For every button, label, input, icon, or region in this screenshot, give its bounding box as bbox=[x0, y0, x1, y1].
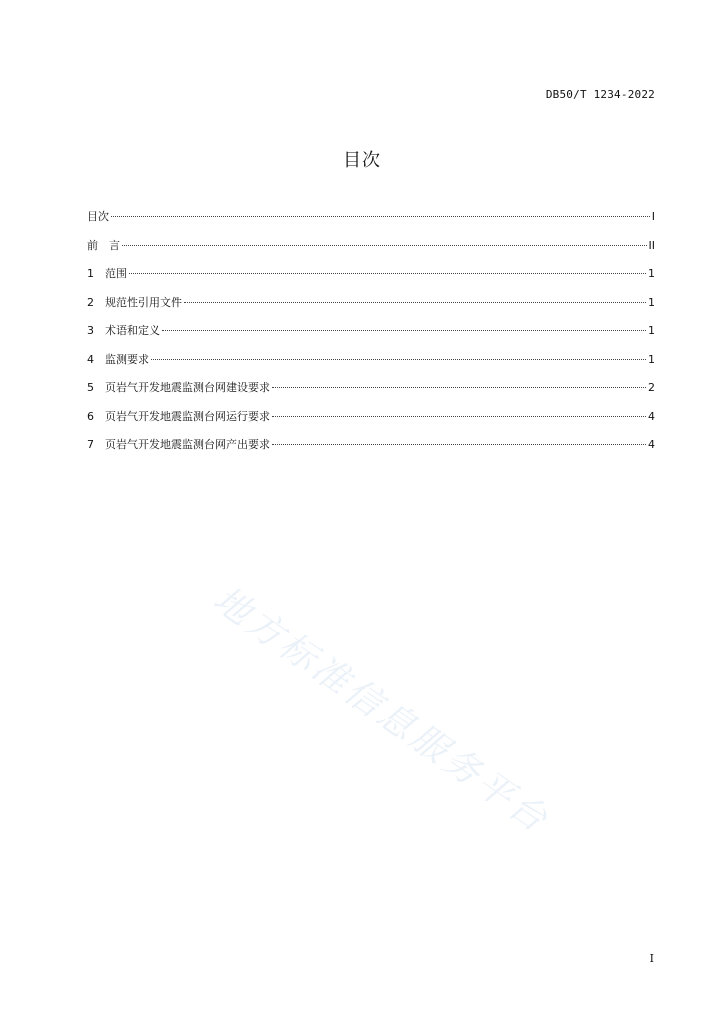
toc-entry-network-output[interactable] bbox=[87, 437, 655, 466]
toc-entry-number: 3 bbox=[87, 324, 94, 337]
toc-entry-contents[interactable] bbox=[87, 209, 655, 238]
toc-entry-network-operation[interactable] bbox=[87, 409, 655, 438]
toc-dot-leader bbox=[272, 416, 646, 417]
toc-entry-network-construction[interactable] bbox=[87, 380, 655, 409]
toc-dot-leader bbox=[151, 359, 646, 360]
toc-entry-label: 页岩气开发地震监测台网产出要求 bbox=[105, 438, 270, 451]
toc-entry-page: 1 bbox=[648, 324, 655, 337]
toc-dot-leader bbox=[122, 245, 647, 246]
toc-entry-foreword[interactable] bbox=[87, 238, 655, 267]
toc-entry-scope[interactable] bbox=[87, 266, 655, 295]
toc-entry-number: 5 bbox=[87, 381, 94, 394]
toc-entry-label: 目次 bbox=[87, 210, 109, 223]
standard-code: DB50/T 1234-2022 bbox=[545, 88, 655, 101]
toc-entry-page: 1 bbox=[648, 267, 655, 280]
toc-dot-leader bbox=[162, 330, 646, 331]
toc-entry-label: 页岩气开发地震监测台网运行要求 bbox=[105, 409, 270, 423]
table-of-contents bbox=[87, 209, 655, 466]
toc-entry-number: 2 bbox=[87, 295, 94, 309]
watermark: 地方标准信息服务平台 bbox=[205, 578, 557, 842]
toc-entry-page: 4 bbox=[648, 409, 655, 423]
toc-dot-leader bbox=[272, 444, 646, 445]
toc-entry-page: I bbox=[651, 210, 655, 223]
toc-entry-number: 6 bbox=[87, 409, 94, 423]
toc-entry-number: 4 bbox=[87, 352, 94, 366]
toc-entry-page: 4 bbox=[648, 438, 655, 451]
toc-entry-monitoring-requirements[interactable] bbox=[87, 352, 655, 381]
toc-entry-normative-references[interactable] bbox=[87, 295, 655, 324]
toc-entry-number: 7 bbox=[87, 438, 94, 451]
toc-entry-page: II bbox=[648, 238, 655, 252]
toc-entry-label: 页岩气开发地震监测台网建设要求 bbox=[105, 381, 270, 394]
toc-entry-label: 术语和定义 bbox=[105, 324, 160, 337]
toc-dot-leader bbox=[272, 387, 646, 388]
toc-entry-number: 1 bbox=[87, 267, 94, 280]
toc-entry-label: 监测要求 bbox=[105, 352, 149, 366]
page-number: I bbox=[649, 952, 654, 965]
toc-dot-leader bbox=[111, 216, 650, 217]
toc-entry-label: 范围 bbox=[105, 267, 127, 280]
toc-entry-page: 1 bbox=[648, 352, 655, 366]
toc-entry-page: 1 bbox=[648, 295, 655, 309]
toc-entry-label: 前 言 bbox=[87, 238, 120, 252]
toc-dot-leader bbox=[184, 302, 646, 303]
toc-entry-label: 规范性引用文件 bbox=[105, 295, 182, 309]
page-title: 目次 bbox=[343, 150, 381, 171]
toc-entry-terms-definitions[interactable] bbox=[87, 323, 655, 352]
toc-entry-page: 2 bbox=[648, 381, 655, 394]
toc-dot-leader bbox=[129, 273, 646, 274]
